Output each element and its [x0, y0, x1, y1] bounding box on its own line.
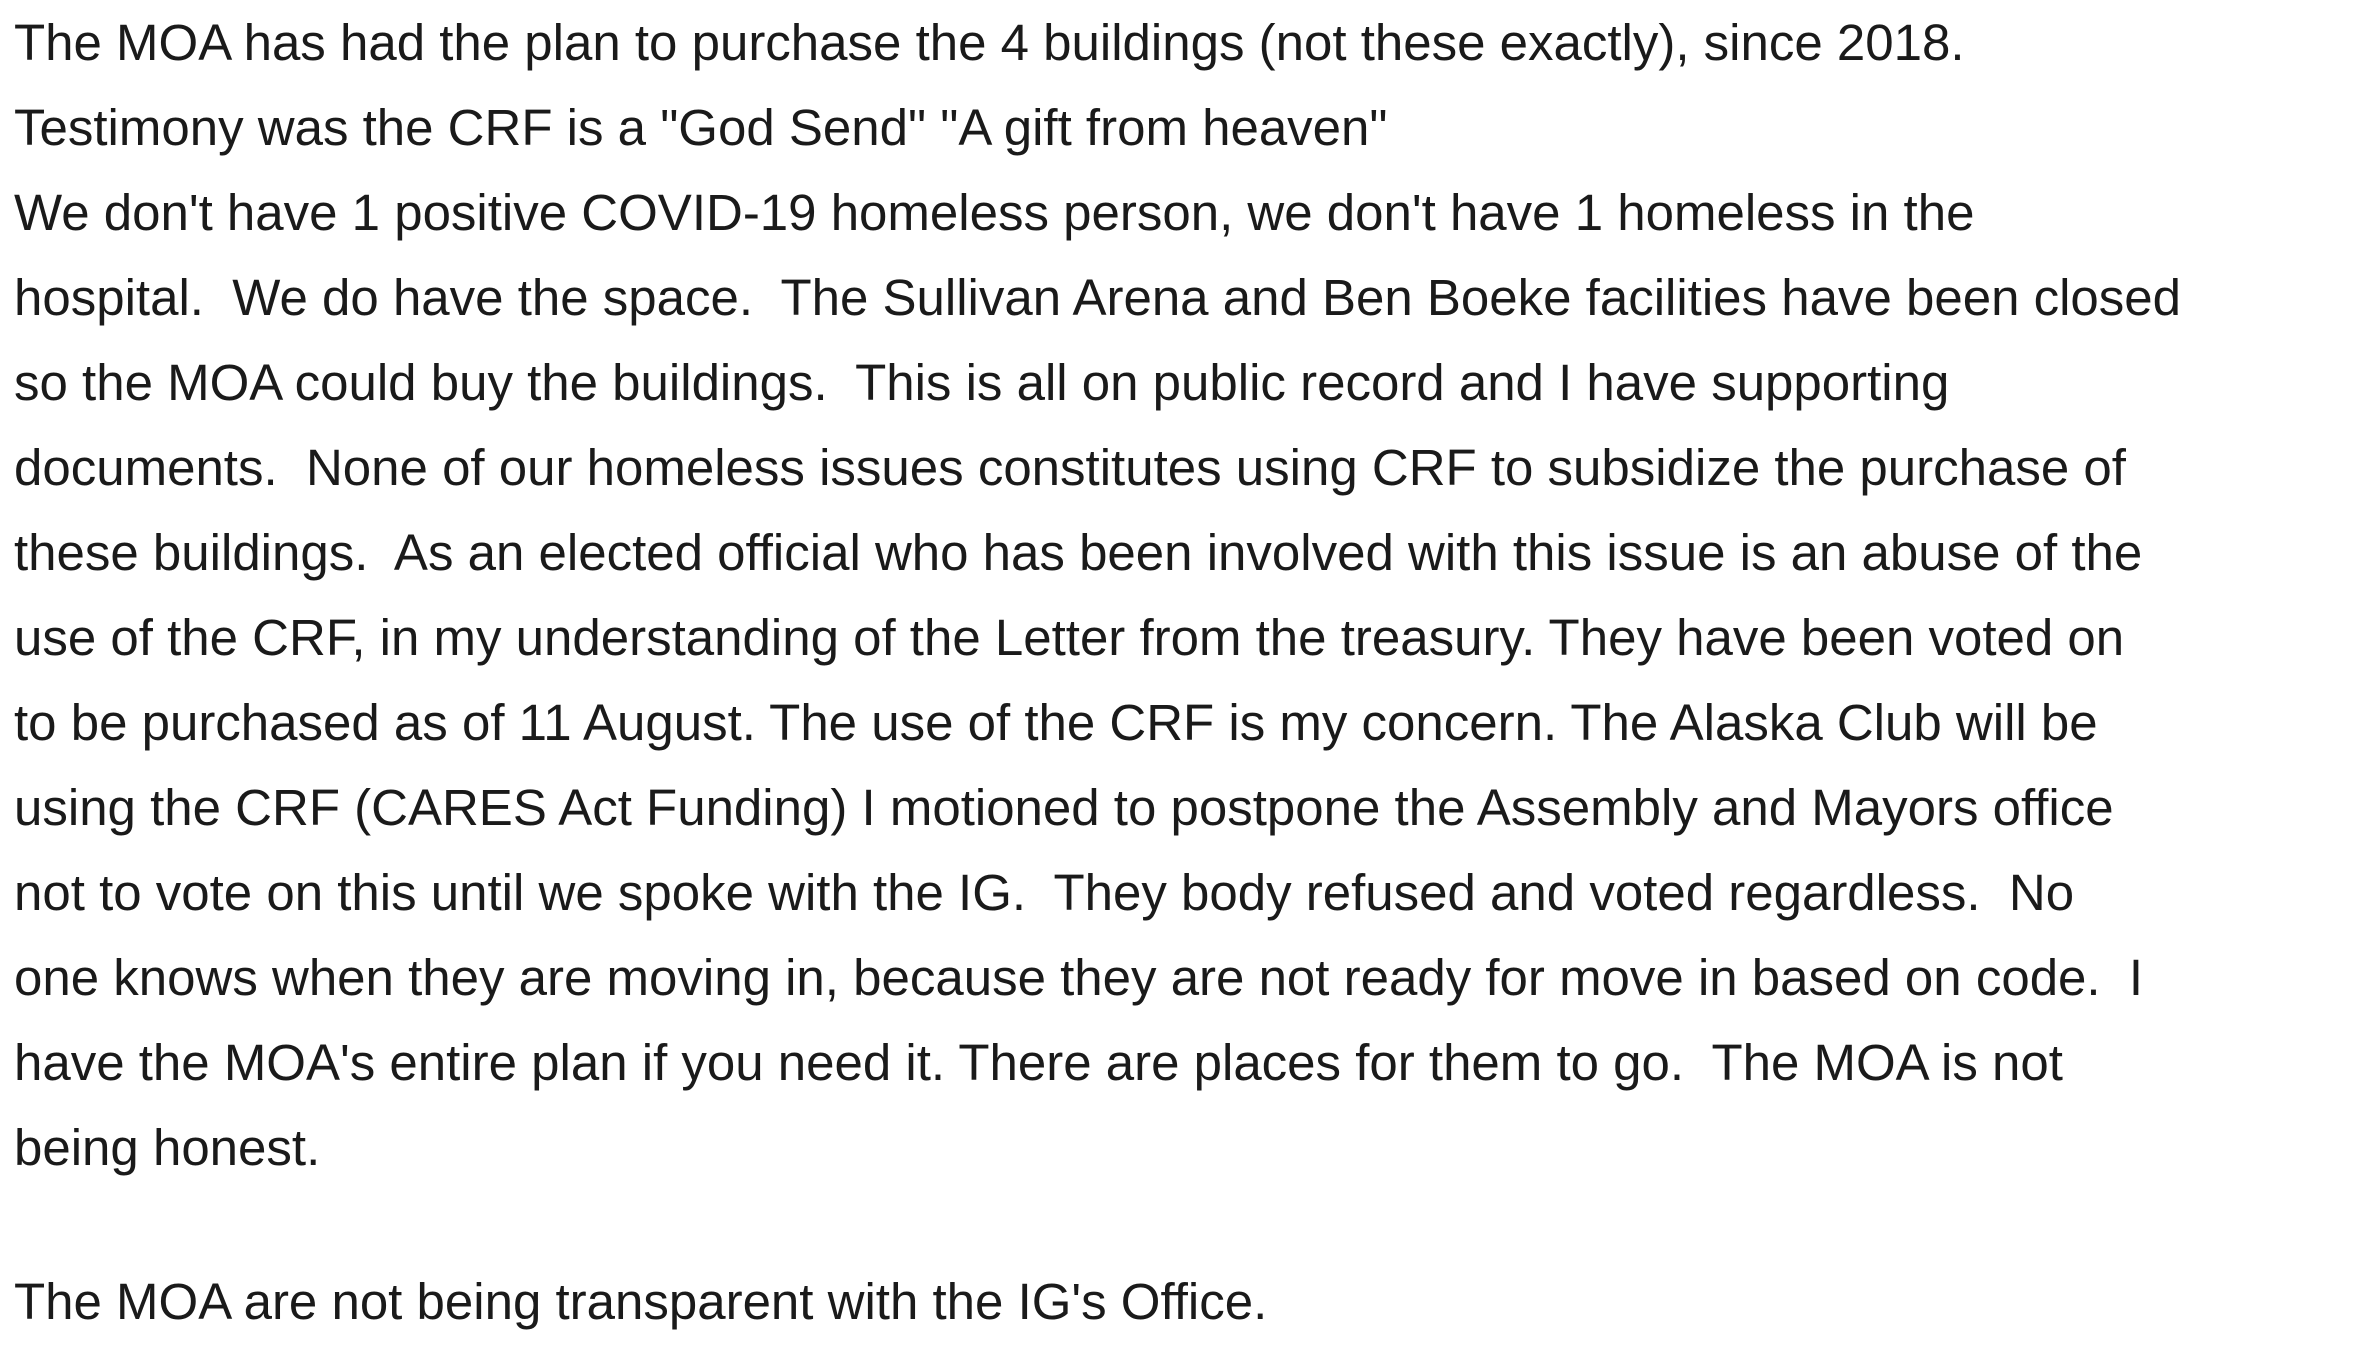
closing-paragraph: The MOA are not being transparent with the IG's Office. [14, 1273, 1268, 1330]
body-paragraph: The MOA has had the plan to purchase the 4 buildings (not these exactly), since 2018. Testimony was the CRF is a "God Send" "A gift from heaven" We don't have 1 positive COVID-19 homeless person, we don't have 1 homeless in the hospital. We do have the space. The Sullivan Arena and Ben Boeke facilities have been closed so the MOA could buy the buildings. This is all on public record and I have supporting documents. None of our homeless issues constitutes using CRF to subsidize the purchase of these buildings. As an elected official who has been involved with this issue is an abuse of the use of the CRF, in my understanding of the Letter from the treasury. They have been voted on to be purchased as of 11 August. The use of the CRF is my concern. The Alaska Club will be using the CRF (CARES Act Funding) I motioned to postpone the Assembly and Mayors office not to vote on this until we spoke with the IG. They body refused and voted regardless. No one knows when they are moving in, because they are not ready for move in based on code. I have the MOA's entire plan if you need it. There are places for them to go. The MOA is not being honest. [14, 14, 2182, 1176]
